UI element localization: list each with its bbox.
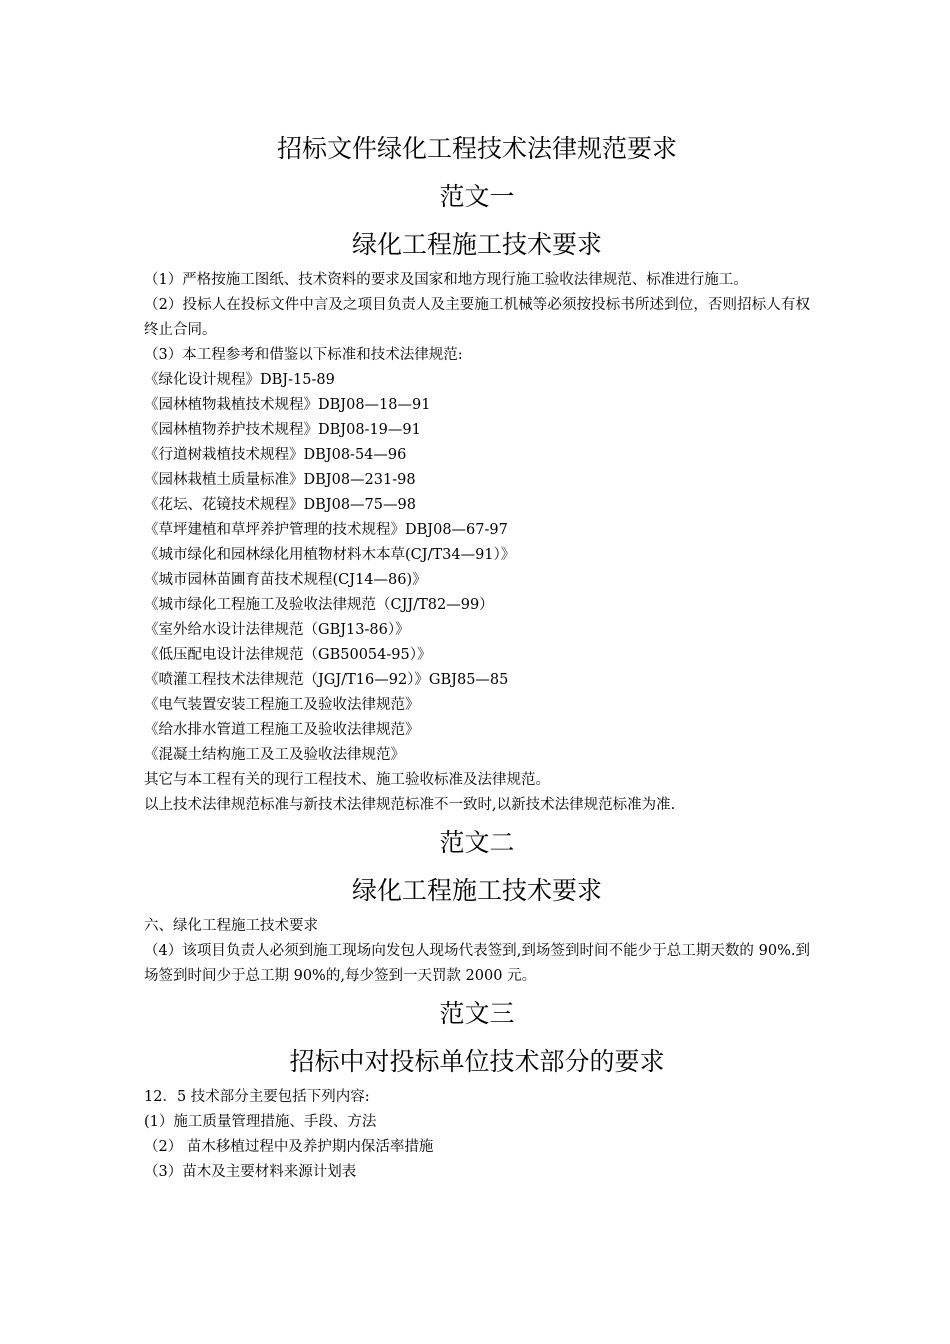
sample3-line: （3）苗木及主要材料来源计划表 [144,1164,357,1180]
standard-item: 《草坪建植和草坪养护管理的技术规程》DBJ08—67-97 [144,522,508,538]
standard-item: 《混凝土结构施工及工及验收法律规范》 [144,747,405,763]
standard-item: 《给水排水管道工程施工及验收法律规范》 [144,722,420,738]
standard-item: 《电气装置安装工程施工及验收法律规范》 [144,697,420,713]
standard-item: 《行道树栽植技术规程》DBJ08-54—96 [144,447,407,463]
sample1-paragraph-2: （2）投标人在投标文件中言及之项目负责人及主要施工机械等必须按投标书所述到位，否则招标人有权终止合同。 [144,297,810,338]
sample3-line: 12．5 技术部分主要包括下列内容: [144,1089,370,1105]
standard-item: 《喷灌工程技术法律规范（JGJ/T16—92）》GBJ85—85 [144,672,509,688]
standard-item: 《城市园林苗圃育苗技术规程(CJ14—86)》 [144,572,427,588]
sample2-heading: 范文二 [439,828,515,857]
sample3-line: (1）施工质量管理措施、手段、方法 [144,1114,377,1130]
standard-item: 《室外给水设计法律规范（GBJ13-86）》 [144,622,410,638]
standards-list [144,368,810,768]
sample1-closing-2: 以上技术法律规范标准与新技术法律规范标准不一致时,以新技术法律规范标准为准. [144,797,676,813]
sample1-standards-intro: （3）本工程参考和借鉴以下标准和技术法律规范: [144,347,463,363]
sample2-subheading: 绿化工程施工技术要求 [351,876,602,905]
standard-item: 《城市绿化和园林绿化用植物材料木本草(CJ/T34—91）》 [144,547,516,563]
standard-item: 《园林植物栽植技术规程》DBJ08—18—91 [144,397,431,413]
standard-item: 《绿化设计规程》DBJ-15-89 [144,372,335,388]
standard-item: 《低压配电设计法律规范（GB50054-95）》 [144,647,432,663]
sample3-line: （2） 苗木移植过程中及养护期内保活率措施 [144,1139,434,1155]
sample1-closing-1: 其它与本工程有关的现行工程技术、施工验收标准及法律规范。 [144,772,550,788]
document-content [144,132,810,1185]
sample3-subheading: 招标中对投标单位技术部分的要求 [289,1047,665,1076]
sample2-paragraph: （4）该项目负责人必须到施工现场向发包人现场代表签到,到场签到时间不能少于总工期天数的 90%.到场签到时间少于总工期 90%的,每少签到一天罚款 2000 元。 [144,943,810,984]
sample1-heading: 范文一 [439,182,515,211]
document-title: 招标文件绿化工程技术法律规范要求 [276,134,677,163]
standard-item: 《园林栽植土质量标准》DBJ08—231-98 [144,472,416,488]
sample3-heading: 范文三 [439,999,515,1028]
sample1-subheading: 绿化工程施工技术要求 [351,230,602,259]
standard-item: 《园林植物养护技术规程》DBJ08-19—91 [144,422,421,438]
standard-item: 《城市绿化工程施工及验收法律规范（CJJ/T82—99） [144,597,494,613]
sample2-line-1: 六、绿化工程施工技术要求 [144,918,318,934]
sample1-paragraph-1: （1）严格按施工图纸、技术资料的要求及国家和地方现行施工验收法律规范、标准进行施工。 [144,272,748,288]
standard-item: 《花坛、花镜技术规程》DBJ08—75—98 [144,497,416,513]
